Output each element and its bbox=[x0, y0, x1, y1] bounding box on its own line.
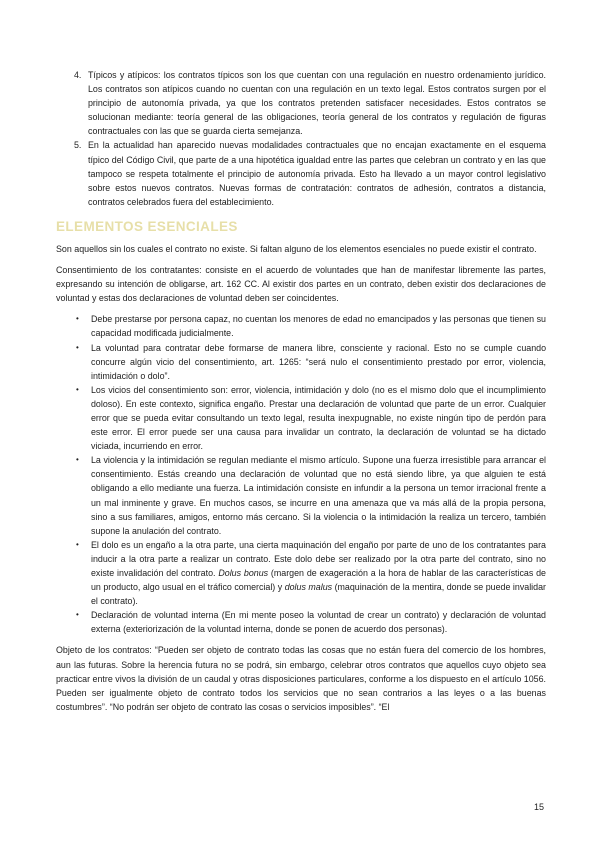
bullet-text: Declaración de voluntad interna (En mi mente poseo la voluntad de crear un contrato) y declaración de voluntad externa (exteriorización de la voluntad interna, donde se ponen de acuerdo dos personas). bbox=[91, 610, 546, 635]
bullet-list bbox=[56, 312, 546, 636]
page-number: 15 bbox=[533, 802, 544, 812]
object-paragraph: Objeto de los contratos: “Pueden ser objeto de contrato todas las cosas que no están fuera del comercio de los hombres, aun las futuras. Sobre la herencia futura no se podrá, sin embargo, celebrar otros contratos que aquellos cuyo objeto sea practicar entre vivos la división de un caudal y otras disposiciones particulares, conforme a los dispuesto en el artículo 1056. Pueden ser igualmente objeto de contrato todos los servicios que no sean contrarios a las leyes o a las buenas costumbres”. “No podrán ser objeto de contrato las cosas o servicios imposibles”. “El bbox=[56, 645, 546, 712]
bullet-text-part: (margen de exageración a la hora de hablar de las características de un producto, algo usual en el tráfico comercial) y bbox=[91, 568, 546, 593]
bullet-item bbox=[56, 341, 546, 383]
list-number: 4. bbox=[74, 70, 82, 80]
bullet-item bbox=[56, 312, 546, 340]
bullet-icon: • bbox=[76, 539, 79, 549]
bullet-icon: • bbox=[76, 455, 79, 465]
bullet-text-part: (maquinación de la mentira, donde se puede invalidar el contrato). bbox=[91, 582, 546, 607]
list-item-text: Típicos y atípicos: los contratos típicos son los que cuentan con una regulación en nuestro ordenamiento jurídico. Los contratos son atípicos cuando no cuentan con una regulación en un texto legal. Estos contratos surgen por el principio de autonomía privada, ya que los contratos pretenden satisfacer necesidades. Estos contratos se solucionan mediante: teoría general de las obligaciones, teoría general de los contratos y regulación de figuras contractuales con las que se guarda cierta semejanza. bbox=[88, 70, 546, 137]
bullet-icon: • bbox=[76, 610, 79, 620]
bullet-text: La voluntad para contratar debe formarse de manera libre, consciente y racional. Esto no se cumple cuando concurre algún vicio del consentimiento, art. 1265: “será nulo el consentimiento prestado por error, violencia, intimidación o dolo”. bbox=[91, 342, 546, 381]
bullet-item bbox=[56, 453, 546, 538]
list-item bbox=[56, 68, 546, 138]
bullet-text: Los vicios del consentimiento son: error, violencia, intimidación y dolo (no es el mismo dolo que el incumplimiento doloso). En este contexto, significa engaño. Prestar una declaración de voluntad que parte de un error. Cualquier error que se pueda evitar consultando un texto legal, resulta inexpugnable, no existe ningún tipo de perdón para este error. El error puede ser una causa para invalidar un contrato, la declaración de voluntad se ha dictado viciada, incurriendo en error. bbox=[91, 384, 546, 452]
bullet-item bbox=[56, 538, 546, 608]
page-content bbox=[56, 68, 546, 714]
bullet-icon: • bbox=[76, 314, 79, 324]
consent-paragraph: Consentimiento de los contratantes: consiste en el acuerdo de voluntades que han de manifestar libremente las partes, expresando su intención de obligarse, art. 162 CC. Al existir dos partes en un contrato, deben existir dos declaraciones de voluntad y estas dos declaraciones de voluntad deben ser coincidentes. bbox=[56, 265, 546, 304]
bullet-icon: • bbox=[76, 342, 79, 352]
bullet-item bbox=[56, 383, 546, 453]
numbered-list bbox=[56, 68, 546, 209]
list-item-text: En la actualidad han aparecido nuevas modalidades contractuales que no encajan exactamente en el esquema típico del Código Civil, que parte de a una hipotética igualdad entre las partes que celebran un contrato y en las que tampoco se respeta totalmente el principio de autonomía privada. Esto ha llevado a un mayor control legislativo sobre estos nuevos contratos. Nuevas formas de contratación: contratos de adhesión, contratos a distancia, contratos celebrados fuera del establecimiento. bbox=[88, 140, 546, 207]
italic-term: dolus malus bbox=[284, 582, 333, 593]
bullet-text: La violencia y la intimidación se regulan mediante el mismo artículo. Supone una fuerza irresistible para arrancar el consentimiento. Estás creando una declaración de voluntad que no está siendo libre, ya que alguien te está obligando a ello mediante una fuerza. La intimidación consiste en infundir a la persona un temor irracional frente a un mal inminente y grave. En muchos casos, se incurre en una amenaza que va más allá de la propia persona, sino a sus familiares, amigos, entorno más cercano. Si la violencia o la intimidación la realiza un tercero, también supone la anulación del contrato. bbox=[91, 455, 546, 536]
bullet-text: Debe prestarse por persona capaz, no cuentan los menores de edad no emancipados y las personas que tienen su capacidad modificada judicialmente. bbox=[91, 314, 546, 339]
italic-term: Dolus bonus bbox=[218, 568, 269, 578]
section-heading: ELEMENTOS ESENCIALES bbox=[56, 218, 238, 234]
bullet-text-part: El dolo es un engaño a la otra parte, una cierta maquinación del engaño por parte de uno de los contratantes para inducir a la otra parte a realizar un contrato. Este dolo debe ser realizado por la otra parte del contrato, sino no existe invalidación del contrato. bbox=[91, 539, 546, 578]
bullet-icon: • bbox=[76, 384, 79, 394]
intro-paragraph: Son aquellos sin los cuales el contrato no existe. Si faltan alguno de los elementos esenciales no puede existir el contrato. bbox=[56, 243, 537, 254]
list-number: 5. bbox=[74, 140, 82, 151]
list-item bbox=[56, 138, 546, 208]
bullet-item bbox=[56, 608, 546, 636]
